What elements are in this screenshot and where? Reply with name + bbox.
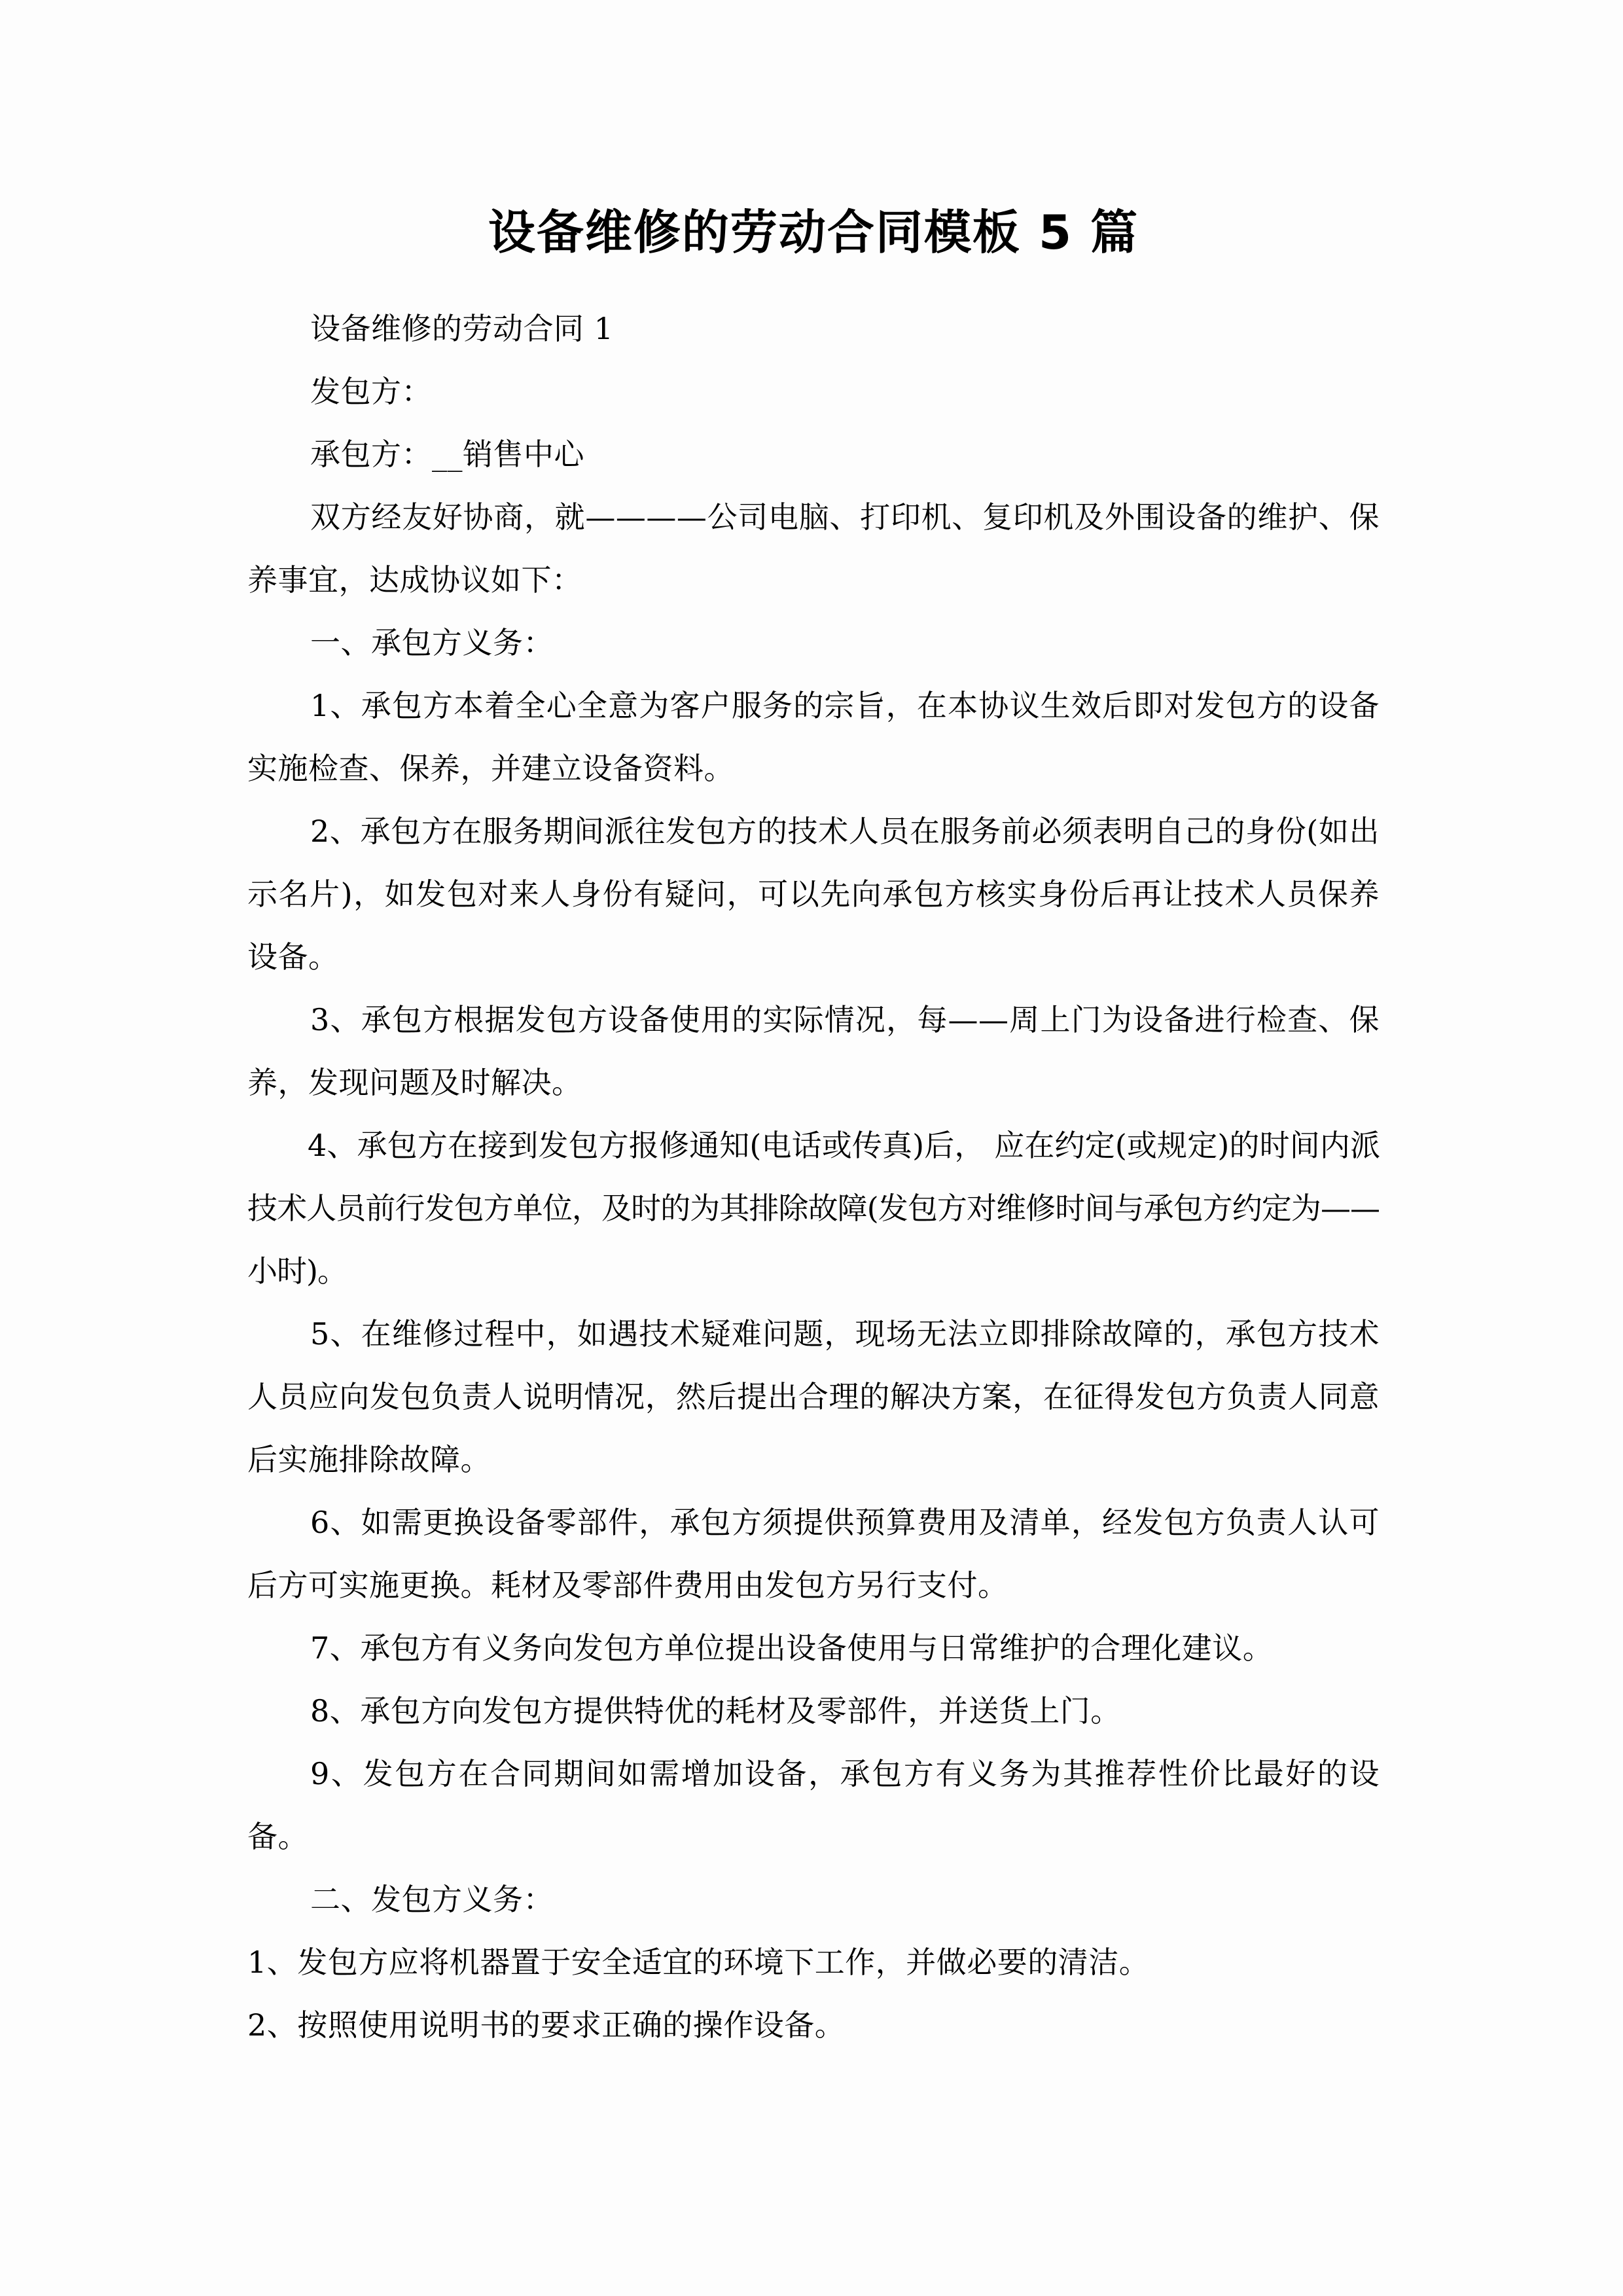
paragraph-clause-1-2: 2、承包方在服务期间派往发包方的技术人员在服务前必须表明自己的身份(如出示名片)，如发包对来人身份有疑问，可以先向承包方核实身份后再让技术人员保养设备。 [247,814,1380,975]
paragraph-clause-1-1: 1、承包方本着全心全意为客户服务的宗旨，在本协议生效后即对发包方的设备实施检查、保养，并建立设备资料。 [247,688,1380,786]
paragraph-party-a: 发包方： [310,374,432,409]
document-content [247,196,1380,2056]
paragraph-clause-1-5: 5、在维修过程中，如遇技术疑难问题，现场无法立即排除故障的，承包方技术人员应向发包负责人说明情况，然后提出合理的解决方案，在征得发包方负责人同意后实施排除故障。 [247,1316,1380,1477]
paragraph-section-two-heading: 二、发包方义务： [310,1882,554,1917]
page-title: 设备维修的劳动合同模板 5 篇 [488,205,1139,260]
paragraph-clause-1-6: 6、如需更换设备零部件，承包方须提供预算费用及清单，经发包方负责人认可后方可实施更换。耗材及零部件费用由发包方另行支付。 [247,1505,1380,1603]
paragraph-preamble: 双方经友好协商，就————公司电脑、打印机、复印机及外围设备的维护、保养事宜，达成协议如下： [247,499,1380,598]
paragraph-clause-1-3: 3、承包方根据发包方设备使用的实际情况，每——周上门为设备进行检查、保养，发现问题及时解决。 [247,1002,1380,1100]
paragraph-party-b: 承包方：__销售中心 [310,437,584,472]
paragraph-section-one-heading: 一、承包方义务： [310,625,554,660]
paragraph-clause-2-2: 2、按照使用说明书的要求正确的操作设备。 [247,2007,846,2043]
paragraph-clause-2-1: 1、发包方应将机器置于安全适宜的环境下工作，并做必要的清洁。 [247,1945,1150,1980]
paragraph-clause-1-9: 9、发包方在合同期间如需增加设备，承包方有义务为其推荐性价比最好的设备。 [247,1756,1380,1854]
paragraph-heading-section: 设备维修的劳动合同 1 [310,311,614,346]
paragraph-clause-1-7: 7、承包方有义务向发包方单位提出设备使用与日常维护的合理化建议。 [310,1630,1274,1666]
paragraph-clause-1-8: 8、承包方向发包方提供特优的耗材及零部件，并送货上门。 [310,1693,1121,1729]
paragraph-clause-1-4: 4、承包方在接到发包方报修通知(电话或传真)后， 应在约定(或规定)的时间内派技术人员前行发包方单位，及时的为其排除故障(发包方对维修时间与承包方约定为——小时)。 [247,1128,1380,1289]
